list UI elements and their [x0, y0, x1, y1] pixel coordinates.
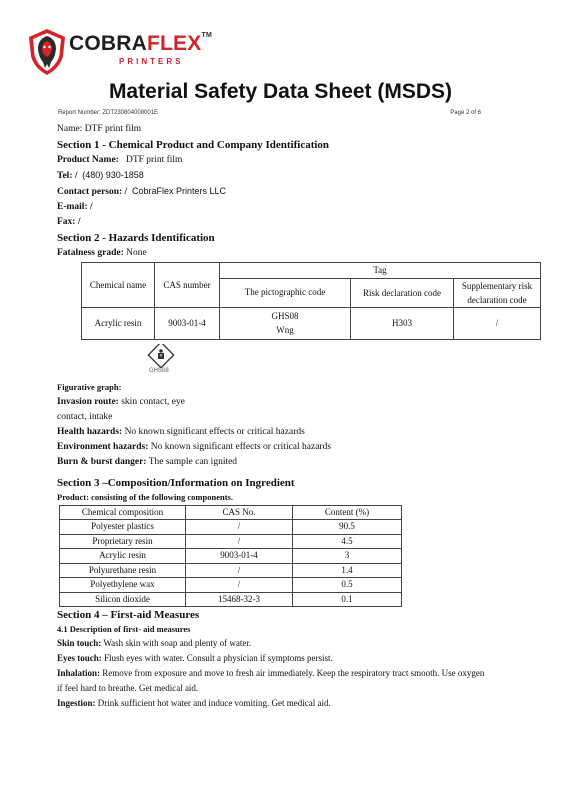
document-body [57, 122, 533, 711]
cell-cas: 15468-32-3 [186, 592, 293, 607]
cell-cas: / [186, 534, 293, 549]
contact-label: Contact person: / [57, 187, 128, 197]
env-value: No known significant effects or critical hazards [150, 441, 332, 452]
cell-chemical-name: Acrylic resin [82, 307, 155, 339]
cell-composition: Polyester plastics [60, 520, 186, 535]
composition-table [59, 505, 402, 608]
skin-label: Skin touch: [57, 638, 102, 648]
figurative-label: Figurative graph: [57, 381, 122, 392]
skin-value: Wash skin with soap and plenty of water. [103, 638, 252, 648]
cell-picto-signal: Wng [276, 325, 294, 335]
section2-heading: Section 2 - Hazards Identification [57, 232, 215, 244]
health-value: No known significant effects or critical hazards [124, 426, 305, 437]
ghs-pictogram-area [57, 340, 517, 380]
inhalation-cont: if feel hard to breathe. Get medical aid. [57, 683, 199, 693]
cell-cas: / [186, 578, 293, 593]
logo-tm: TM [201, 32, 212, 39]
fatalness-label: Fatalness grade: [57, 248, 124, 258]
document-title: Material Safety Data Sheet (MSDS) [108, 80, 453, 103]
inhalation-label: Inhalation: [57, 668, 101, 678]
ingestion-value: Drink sufficient hot water and induce vomiting. Get medical aid. [97, 698, 331, 708]
th-cas-number: CAS number [155, 263, 220, 308]
report-line [58, 110, 481, 116]
burn-danger-line [57, 455, 517, 470]
cell-pictographic-code [220, 307, 351, 339]
table-row [60, 549, 402, 564]
cell-composition: Polyurethane resin [60, 563, 186, 578]
table-row [60, 520, 402, 535]
cell-risk-code: H303 [351, 307, 454, 339]
contact-line [57, 184, 517, 200]
table-row [60, 534, 402, 549]
eye-label: Eyes touch: [57, 653, 102, 663]
skin-touch-line [57, 636, 517, 651]
section3-subheading: Product: consisting of the following components. [57, 491, 233, 502]
section3-heading: Section 3 –Composition/Information on Ingredient [57, 476, 295, 489]
ingestion-label: Ingestion: [57, 698, 96, 708]
cell-content: 3 [293, 549, 402, 564]
cell-cas-number: 9003-01-4 [155, 307, 220, 339]
health-label: Health hazards: [57, 426, 123, 437]
th-content: Content (%) [293, 505, 402, 520]
table-row [60, 578, 402, 593]
product-name-line [57, 153, 517, 168]
table-row [82, 307, 541, 339]
tel-label: Tel: / [57, 171, 78, 181]
page-number: Page 2 of 6 [450, 110, 481, 116]
cell-composition: Silicon dioxide [60, 592, 186, 607]
section4-heading: Section 4 – First-aid Measures [57, 609, 200, 621]
cell-composition: Polyethylene wax [60, 578, 186, 593]
cell-content: 0.5 [293, 578, 402, 593]
tel-line [57, 168, 517, 184]
company-logo [27, 28, 217, 76]
cell-cas: / [186, 563, 293, 578]
table-row [60, 592, 402, 607]
cell-composition: Acrylic resin [60, 549, 186, 564]
cell-content: 1.4 [293, 563, 402, 578]
invasion-value: skin contact, eye [121, 396, 185, 407]
product-name-label: Product Name: [57, 155, 119, 165]
eye-value: Flush eyes with water. Consult a physician if symptoms persist. [104, 653, 333, 663]
email-line: E-mail: / [57, 202, 93, 212]
cell-cas: / [186, 520, 293, 535]
logo-brand-b: FLEX [147, 32, 202, 55]
th-risk-declaration-code: Risk declaration code [351, 278, 454, 307]
health-hazard-icon [145, 344, 185, 380]
cell-content: 4.5 [293, 534, 402, 549]
report-number: Report Number: ZDT230804008001E [58, 110, 159, 116]
cell-content: 0.1 [293, 592, 402, 607]
logo-brand-a: COBRA [69, 32, 147, 55]
th-pictographic-code: The pictographic code [220, 278, 351, 307]
contact-value: CobraFlex Printers LLC [131, 186, 226, 196]
health-hazards-line [57, 425, 517, 440]
th-cas-no: CAS No. [186, 505, 293, 520]
cell-supplementary-code: / [454, 307, 541, 339]
eyes-touch-line [57, 651, 517, 666]
th-supplementary-code: Supplementary risk declaration code [454, 278, 541, 307]
cell-cas: 9003-01-4 [186, 549, 293, 564]
inhalation-value: Remove from exposure and move to fresh air immediately. Keep the respiratory tract smooth. Use oxygen [102, 668, 485, 678]
cell-content: 90.5 [293, 520, 402, 535]
invasion-route-cont: contact, intake [57, 411, 113, 422]
section4-subheading: 4.1 Description of first- aid measures [57, 624, 191, 634]
tel-value: (480) 930-1858 [82, 170, 144, 180]
name-line: Name: DTF print film [57, 124, 142, 134]
ingestion-line [57, 696, 517, 711]
env-label: Environment hazards: [57, 441, 149, 452]
fax-line: Fax: / [57, 217, 81, 227]
hazard-table [81, 262, 541, 340]
invasion-label: Invasion route: [57, 396, 119, 407]
burn-value: The sample can ignited [148, 456, 238, 467]
invasion-route-line [57, 395, 517, 410]
ghs-label: GHS08 [149, 367, 169, 374]
environment-hazards-line [57, 440, 517, 455]
cobra-shield-icon [27, 28, 67, 76]
inhalation-line [57, 666, 517, 681]
cell-composition: Proprietary resin [60, 534, 186, 549]
th-tag: Tag [220, 263, 541, 279]
table-row [60, 563, 402, 578]
th-chemical-name: Chemical name [82, 263, 155, 308]
th-composition: Chemical composition [60, 505, 186, 520]
logo-subtitle: PRINTERS [119, 57, 184, 66]
fatalness-line [57, 246, 517, 261]
figurative-graph-label [57, 380, 517, 395]
cell-picto-code: GHS08 [271, 311, 299, 321]
burn-label: Burn & burst danger: [57, 456, 147, 467]
logo-wordmark [69, 32, 212, 56]
section1-heading: Section 1 - Chemical Product and Company Identification [57, 139, 330, 151]
fatalness-value: None [126, 248, 147, 258]
product-name-value: DTF print film [125, 155, 183, 165]
